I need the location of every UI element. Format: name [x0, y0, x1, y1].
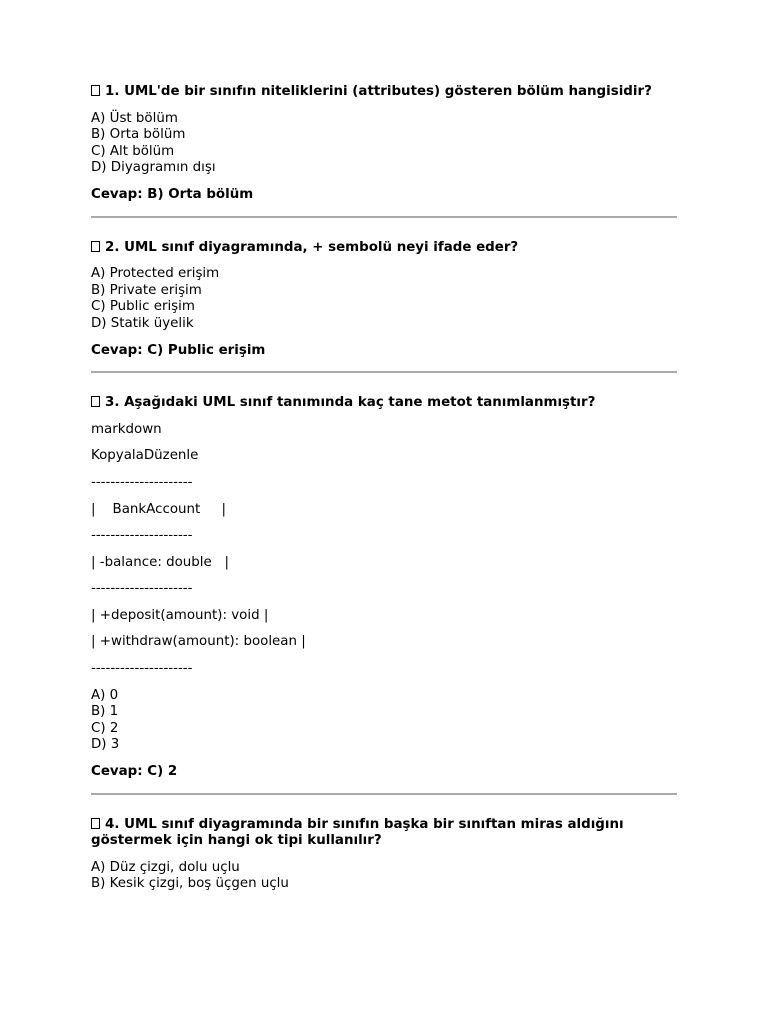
question-1-options	[91, 111, 677, 177]
question-2-answer: Cevap: C) Public erişim	[91, 342, 266, 358]
missing-glyph-icon	[91, 396, 100, 407]
missing-glyph-icon	[91, 241, 100, 252]
option-d: D) 3	[91, 737, 120, 753]
option-c: C) Alt bölüm	[91, 143, 175, 159]
question-2-title-text: 2. UML sınıf diyagramında, + sembolü neyi ifade eder?	[105, 239, 519, 255]
question-3-title	[91, 395, 677, 412]
option-a: A) Üst bölüm	[91, 110, 178, 126]
question-3-options	[91, 688, 677, 754]
question-1-title-text: 1. UML'de bir sınıfın niteliklerini (attributes) gösteren bölüm hangisidir?	[105, 84, 652, 99]
code-line: markdown	[91, 421, 162, 437]
missing-glyph-icon	[91, 85, 100, 96]
code-line: | +deposit(amount): void |	[91, 607, 269, 623]
question-2-title	[91, 240, 677, 257]
question-2-options	[91, 266, 677, 332]
missing-glyph-icon	[91, 818, 100, 829]
uml-code-block	[91, 422, 677, 678]
code-line: KopyalaDüzenle	[91, 448, 199, 464]
question-4-options	[91, 860, 677, 893]
divider	[91, 371, 677, 373]
quiz-content	[91, 84, 677, 893]
divider	[91, 216, 677, 218]
option-a: A) 0	[91, 687, 119, 703]
option-a: A) Protected erişim	[91, 266, 220, 282]
option-b: B) 1	[91, 704, 119, 720]
code-line: ---------------------	[91, 581, 193, 597]
code-line: ---------------------	[91, 661, 193, 677]
option-d: D) Diyagramın dışı	[91, 160, 216, 176]
question-3-title-text: 3. Aşağıdaki UML sınıf tanımında kaç tane metot tanımlanmıştır?	[105, 395, 596, 411]
code-line: | BankAccount |	[91, 501, 227, 517]
question-3	[91, 395, 677, 795]
option-a: A) Düz çizgi, dolu uçlu	[91, 859, 240, 875]
divider	[91, 793, 677, 795]
question-1	[91, 84, 677, 218]
question-2	[91, 240, 677, 374]
question-4-title	[91, 817, 677, 850]
option-c: C) Public erişim	[91, 299, 195, 315]
question-1-answer: Cevap: B) Orta bölüm	[91, 186, 254, 202]
option-b: B) Kesik çizgi, boş üçgen uçlu	[91, 876, 289, 892]
question-1-title	[91, 84, 677, 101]
code-line: ---------------------	[91, 474, 193, 490]
option-b: B) Private erişim	[91, 282, 202, 298]
option-d: D) Statik üyelik	[91, 315, 194, 331]
code-line: | +withdraw(amount): boolean |	[91, 634, 306, 650]
code-line: ---------------------	[91, 528, 193, 544]
code-line: | -balance: double |	[91, 554, 230, 570]
option-b: B) Orta bölüm	[91, 127, 186, 143]
option-c: C) 2	[91, 720, 119, 736]
question-4-title-text: 4. UML sınıf diyagramında bir sınıfın başka bir sınıftan miras aldığını göstermek için hangi ok tipi kullanılır?	[91, 816, 624, 849]
question-3-answer: Cevap: C) 2	[91, 764, 178, 780]
question-4	[91, 817, 677, 893]
